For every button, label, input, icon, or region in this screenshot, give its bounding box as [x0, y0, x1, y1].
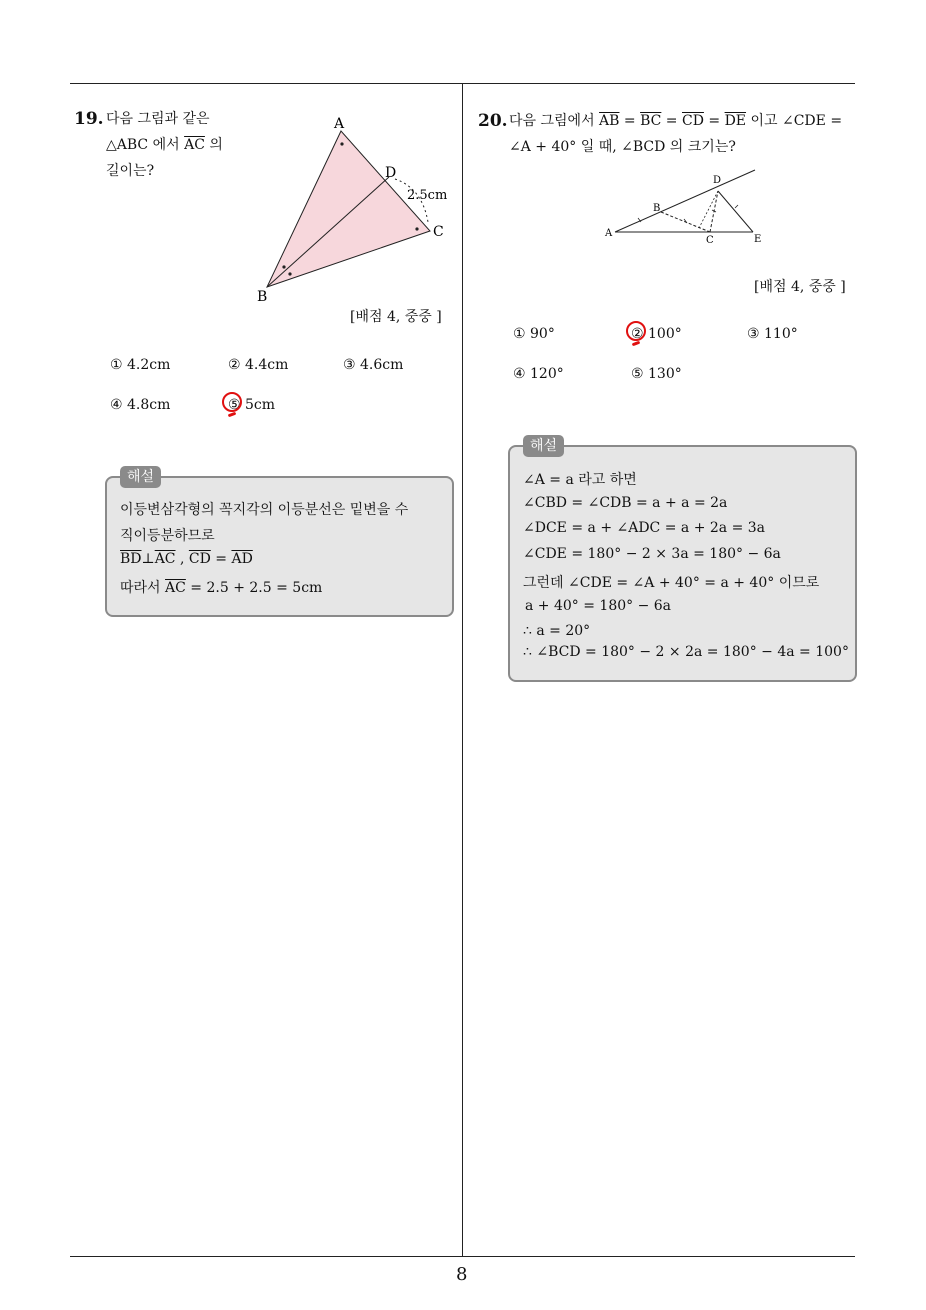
q19-solution-line3: $\overline{BD}\perp\overline{AC}$ , $\overline{CD} = \overline{AD}$ — [120, 551, 253, 567]
q20-solution-line5: 그런데 ∠CDE = ∠A + 40° = a + 40° 이므로 — [523, 575, 820, 591]
q20-text-line2: ∠A + 40° 일 때, ∠BCD 의 크기는? — [509, 139, 736, 155]
q19-solution-line2: 직이등분하므로 — [120, 528, 215, 544]
q20-solution-line1: ∠A = a 라고 하면 — [523, 472, 637, 488]
q20-label-e: E — [754, 234, 762, 245]
q19-triangle-figure — [250, 110, 460, 310]
q19-number: 19. — [74, 109, 104, 129]
q19-choice-3[interactable]: ③ 4.6cm — [343, 357, 404, 373]
q19-choice-1[interactable]: ① 4.2cm — [110, 357, 171, 373]
q20-solution-line7: ∴ a = 20° — [523, 623, 591, 639]
q20-label-a: A — [605, 228, 613, 239]
page-number: 8 — [456, 1264, 468, 1285]
bottom-rule — [70, 1256, 855, 1257]
q19-text-line2: △ABC 에서 $\overline{AC}$ 의 — [106, 137, 223, 153]
column-divider — [462, 83, 463, 1256]
q19-label-c: C — [433, 224, 444, 240]
q19-label-d: D — [385, 165, 397, 181]
q20-score: [배점 4, 중중 ] — [754, 279, 846, 295]
q19-text-line3: 길이는? — [106, 163, 155, 179]
q19-solution-tag: 해설 — [120, 466, 161, 488]
q19-solution-box — [105, 469, 454, 617]
q19-label-a: A — [334, 116, 345, 132]
q19-label-b: B — [257, 289, 268, 305]
q19-choice-2[interactable]: ② 4.4cm — [228, 357, 289, 373]
q20-solution-line8: ∴ ∠BCD = 180° − 2 × 2a = 180° − 4a = 100° — [523, 644, 849, 660]
q20-number: 20. — [478, 111, 508, 131]
q19-label-length: 2.5cm — [407, 188, 448, 203]
q19-answer-circle-mark — [222, 392, 242, 412]
q20-solution-line4: ∠CDE = 180° − 2 × 3a = 180° − 6a — [523, 546, 781, 562]
q20-answer-circle-mark — [626, 321, 646, 341]
q20-solution-box — [508, 438, 857, 682]
q20-choice-3[interactable]: ③ 110° — [747, 326, 798, 342]
q19-solution-line1: 이등변삼각형의 꼭지각의 이등분선은 밑변을 수 — [120, 502, 409, 518]
q20-solution-line2: ∠CBD = ∠CDB = a + a = 2a — [523, 495, 728, 511]
q19-choice-5[interactable]: ⑤ 5cm — [228, 397, 276, 413]
q20-label-c: C — [706, 235, 714, 246]
q20-solution-line3: ∠DCE = a + ∠ADC = a + 2a = 3a — [523, 520, 766, 536]
q20-choice-5[interactable]: ⑤ 130° — [631, 366, 682, 382]
q20-choice-1[interactable]: ① 90° — [513, 326, 555, 342]
q20-choice-2[interactable]: ② 100° — [631, 326, 682, 342]
q20-solution-line6: a + 40° = 180° − 6a — [525, 598, 672, 614]
q19-score: [배점 4, 중중 ] — [350, 309, 442, 325]
q19-solution-line4: 따라서 $\overline{AC} = 2.5 + 2.5 = 5cm$ — [120, 580, 323, 596]
q20-label-d: D — [713, 175, 722, 186]
q20-choice-4[interactable]: ④ 120° — [513, 366, 564, 382]
q19-choice-4[interactable]: ④ 4.8cm — [110, 397, 171, 413]
q20-label-b: B — [653, 203, 661, 214]
q19-text-line1: 다음 그림과 같은 — [106, 111, 210, 127]
q20-text-line1: 다음 그림에서 $\overline{AB} = \overline{BC} = \overline{CD} = \overline{DE}$ 이고 ∠CDE = — [509, 113, 843, 129]
q20-solution-tag: 해설 — [523, 435, 564, 457]
q20-figure — [598, 166, 768, 250]
